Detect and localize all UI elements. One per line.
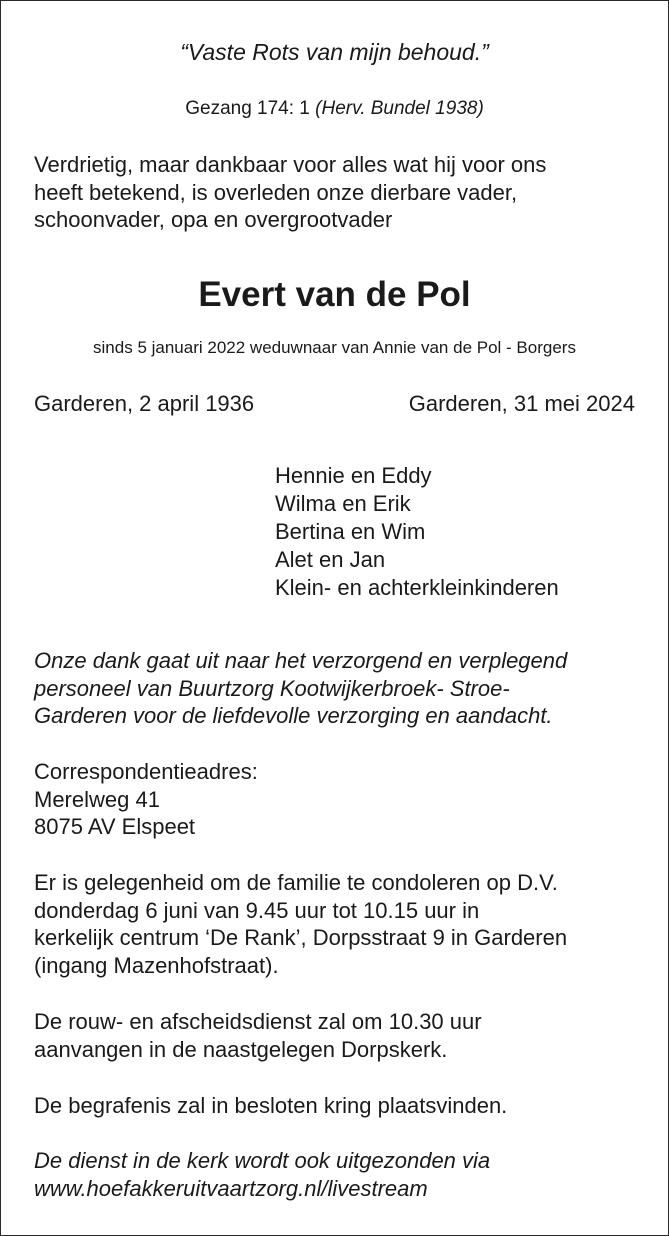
condolence-line: donderdag 6 juni van 9.45 uur tot 10.15 uur in xyxy=(34,897,480,923)
intro-line: Verdrietig, maar dankbaar voor alles wat hij voor ons xyxy=(34,152,547,177)
thanks-paragraph xyxy=(34,647,567,730)
address-line: Merelweg 41 xyxy=(34,786,160,812)
intro-paragraph xyxy=(34,151,546,234)
hymn-source: (Herv. Bundel 1938) xyxy=(315,98,484,119)
address-line: 8075 AV Elspeet xyxy=(34,814,196,839)
livestream-line: De dienst in de kerk wordt ook uitgezonden via xyxy=(34,1148,491,1173)
widower-line: sinds 5 januari 2022 weduwnaar van Annie van de Pol - Borgers xyxy=(93,338,576,357)
family-member: Bertina en Wim xyxy=(275,519,426,544)
thanks-line: personeel van Buurtzorg Kootwijkerbroek- Stroe- xyxy=(34,675,510,701)
hymn-ref: Gezang 174: 1 xyxy=(185,98,310,119)
burial-paragraph xyxy=(34,1092,507,1120)
burial-line: De begrafenis zal in besloten kring plaatsvinden. xyxy=(34,1093,508,1118)
livestream-url: www.hoefakkeruitvaartzorg.nl/livestream xyxy=(34,1175,428,1201)
address-block xyxy=(34,758,258,841)
livestream-paragraph xyxy=(34,1147,490,1202)
birth-date: Garderen, 2 april 1936 xyxy=(34,391,255,416)
thanks-line: Onze dank gaat uit naar het verzorgend en verplegend xyxy=(34,648,568,673)
condolence-paragraph xyxy=(34,869,567,979)
condolence-line: kerkelijk centrum ‘De Rank’, Dorpsstraat 9 in Garderen xyxy=(34,925,568,950)
hymn-reference xyxy=(0,95,669,123)
family-list xyxy=(275,462,559,602)
life-dates xyxy=(34,390,635,418)
family-member: Wilma en Erik xyxy=(275,491,411,516)
address-line: Correspondentieadres: xyxy=(34,759,258,784)
family-member: Alet en Jan xyxy=(275,547,386,572)
condolence-line: (ingang Mazenhofstraat). xyxy=(34,952,279,978)
family-member: Klein- en achterkleinkinderen xyxy=(275,575,559,600)
condolence-line: Er is gelegenheid om de familie te condoleren op D.V. xyxy=(34,870,558,895)
death-date: Garderen, 31 mei 2024 xyxy=(408,391,635,416)
family-member: Hennie en Eddy xyxy=(275,463,432,488)
intro-line: schoonvader, opa en overgrootvader xyxy=(34,207,393,232)
intro-line: heeft betekend, is overleden onze dierbare vader, xyxy=(34,179,518,205)
thanks-line: Garderen voor de liefdevolle verzorging en aandacht. xyxy=(34,703,553,728)
deceased-name: Evert van de Pol xyxy=(198,275,471,314)
service-line: aanvangen in de naastgelegen Dorpskerk. xyxy=(34,1036,448,1062)
quote-text: “Vaste Rots van mijn behoud.” xyxy=(180,39,489,65)
service-paragraph xyxy=(34,1008,482,1063)
service-line: De rouw- en afscheidsdienst zal om 10.30 uur xyxy=(34,1009,482,1034)
